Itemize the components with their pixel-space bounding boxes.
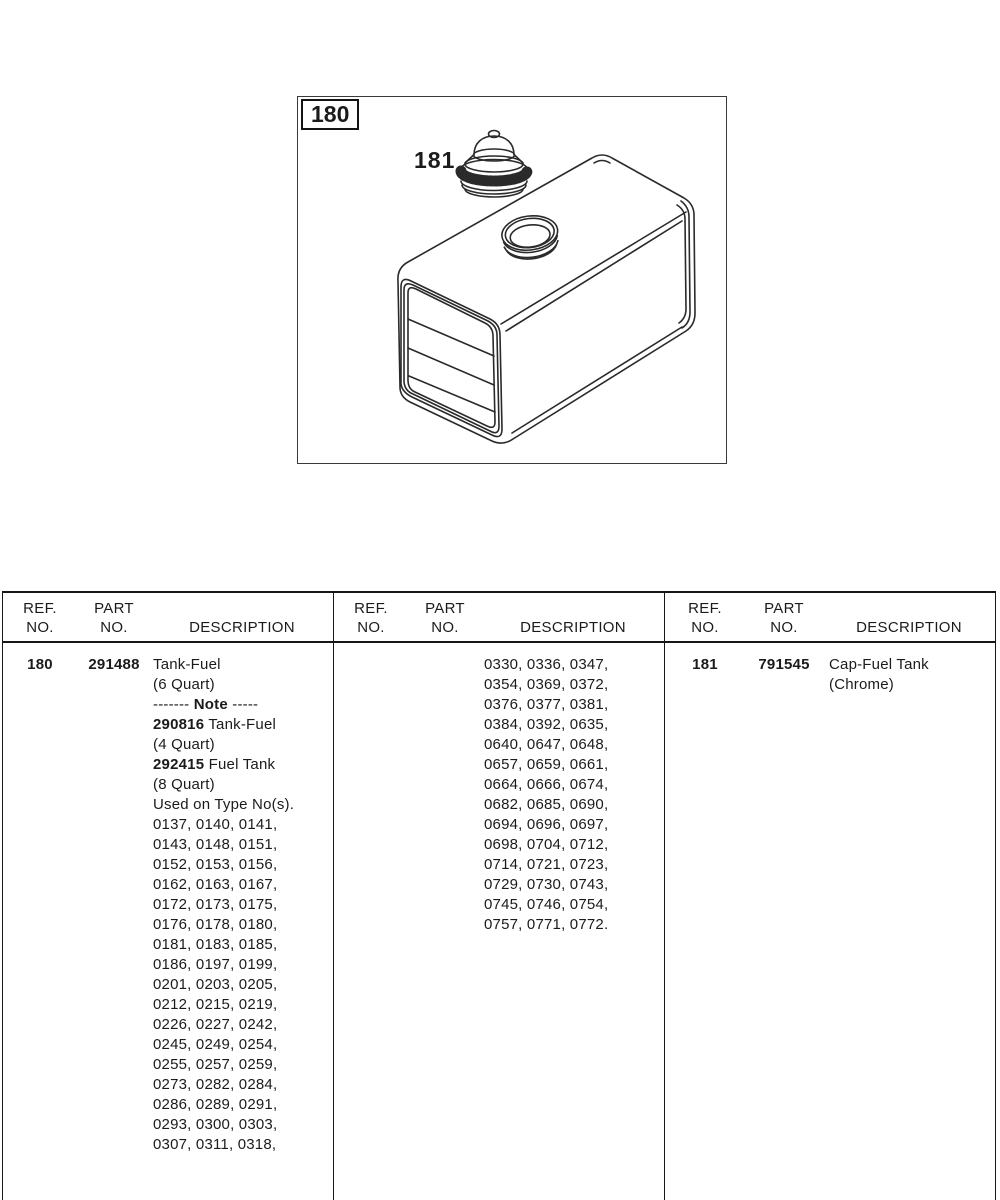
part-no-header: PART NO.	[764, 600, 804, 636]
description-line: 0664, 0666, 0674,	[484, 776, 609, 793]
fuel-cap	[461, 131, 527, 198]
description-line: 0307, 0311, 0318,	[153, 1136, 277, 1153]
description-line: 0212, 0215, 0219,	[153, 996, 278, 1013]
description-line: (4 Quart)	[153, 736, 215, 753]
fuel-tank-illustration	[298, 97, 726, 463]
figure-number-box	[301, 99, 359, 130]
description-line: 0273, 0282, 0284,	[153, 1076, 278, 1093]
description-line: 0729, 0730, 0743,	[484, 876, 609, 893]
parts-table	[2, 591, 996, 1200]
description-line: 0657, 0659, 0661,	[484, 756, 609, 773]
ref-no-value: 180	[27, 656, 53, 673]
description-line: (Chrome)	[829, 676, 894, 693]
figure-frame	[297, 96, 727, 464]
table-row	[3, 643, 333, 1155]
description-line: Used on Type No(s).	[153, 796, 295, 813]
description-cell	[823, 655, 995, 695]
description-line: 0162, 0163, 0167,	[153, 876, 278, 893]
description-line: 0757, 0771, 0772.	[484, 916, 609, 933]
ref-no-value: 181	[692, 656, 718, 673]
figure-number: 180	[311, 101, 350, 127]
description-line: 0745, 0746, 0754,	[484, 896, 609, 913]
description-line: 0176, 0178, 0180,	[153, 916, 278, 933]
description-line: 0640, 0647, 0648,	[484, 736, 609, 753]
parts-table-section-3	[664, 593, 995, 1200]
ref-no-header: REF. NO.	[688, 600, 722, 636]
part-no-value: 291488	[88, 656, 140, 673]
description-line: 0172, 0173, 0175,	[153, 896, 278, 913]
description-line: 0286, 0289, 0291,	[153, 1096, 278, 1113]
description-line: 0698, 0704, 0712,	[484, 836, 609, 853]
description-line: 0143, 0148, 0151,	[153, 836, 278, 853]
cap-callout-label: 181	[414, 147, 456, 173]
table-header	[334, 593, 664, 643]
description-line: Cap-Fuel Tank	[829, 656, 929, 673]
description-line: 0376, 0377, 0381,	[484, 696, 609, 713]
part-no-value: 791545	[758, 656, 810, 673]
tank-strap-line	[408, 348, 494, 385]
description-line: 0201, 0203, 0205,	[153, 976, 278, 993]
description-line: 0694, 0696, 0697,	[484, 816, 609, 833]
description-line: (8 Quart)	[153, 776, 215, 793]
ref-no-value	[334, 655, 408, 935]
description-line: 0152, 0153, 0156,	[153, 856, 278, 873]
tank-strap-line	[409, 376, 495, 412]
description-line: 0226, 0227, 0242,	[153, 1016, 278, 1033]
description-line: ------- Note -----	[153, 696, 259, 713]
filler-neck	[500, 213, 561, 262]
description-header: DESCRIPTION	[856, 619, 962, 636]
description-line: Tank-Fuel	[153, 656, 221, 673]
description-header: DESCRIPTION	[189, 619, 295, 636]
description-line: (6 Quart)	[153, 676, 215, 693]
description-line: 0186, 0197, 0199,	[153, 956, 278, 973]
description-line: 0682, 0685, 0690,	[484, 796, 609, 813]
table-row	[334, 643, 664, 935]
description-line: 0293, 0300, 0303,	[153, 1116, 278, 1133]
description-cell	[482, 655, 664, 935]
description-header: DESCRIPTION	[520, 619, 626, 636]
description-line: 290816 Tank-Fuel	[153, 716, 277, 733]
description-line: 0330, 0336, 0347,	[484, 656, 609, 673]
description-line: 0245, 0249, 0254,	[153, 1036, 278, 1053]
part-no-value	[408, 655, 482, 935]
description-line: 0354, 0369, 0372,	[484, 676, 609, 693]
description-cell	[151, 655, 333, 1155]
table-header	[3, 593, 333, 643]
part-no-header: PART NO.	[425, 600, 465, 636]
parts-table-section-1	[3, 593, 333, 1200]
parts-table-section-2	[333, 593, 664, 1200]
description-line: 0384, 0392, 0635,	[484, 716, 609, 733]
description-line: 292415 Fuel Tank	[153, 756, 276, 773]
description-line: 0255, 0257, 0259,	[153, 1056, 278, 1073]
table-row	[665, 643, 995, 695]
description-line: 0714, 0721, 0723,	[484, 856, 609, 873]
table-header	[665, 593, 995, 643]
ref-no-header: REF. NO.	[354, 600, 388, 636]
description-line: 0181, 0183, 0185,	[153, 936, 278, 953]
part-no-header: PART NO.	[94, 600, 134, 636]
description-line: 0137, 0140, 0141,	[153, 816, 278, 833]
tank-strap-line	[408, 319, 494, 356]
ref-no-header: REF. NO.	[23, 600, 57, 636]
tank-ridge	[501, 212, 686, 324]
